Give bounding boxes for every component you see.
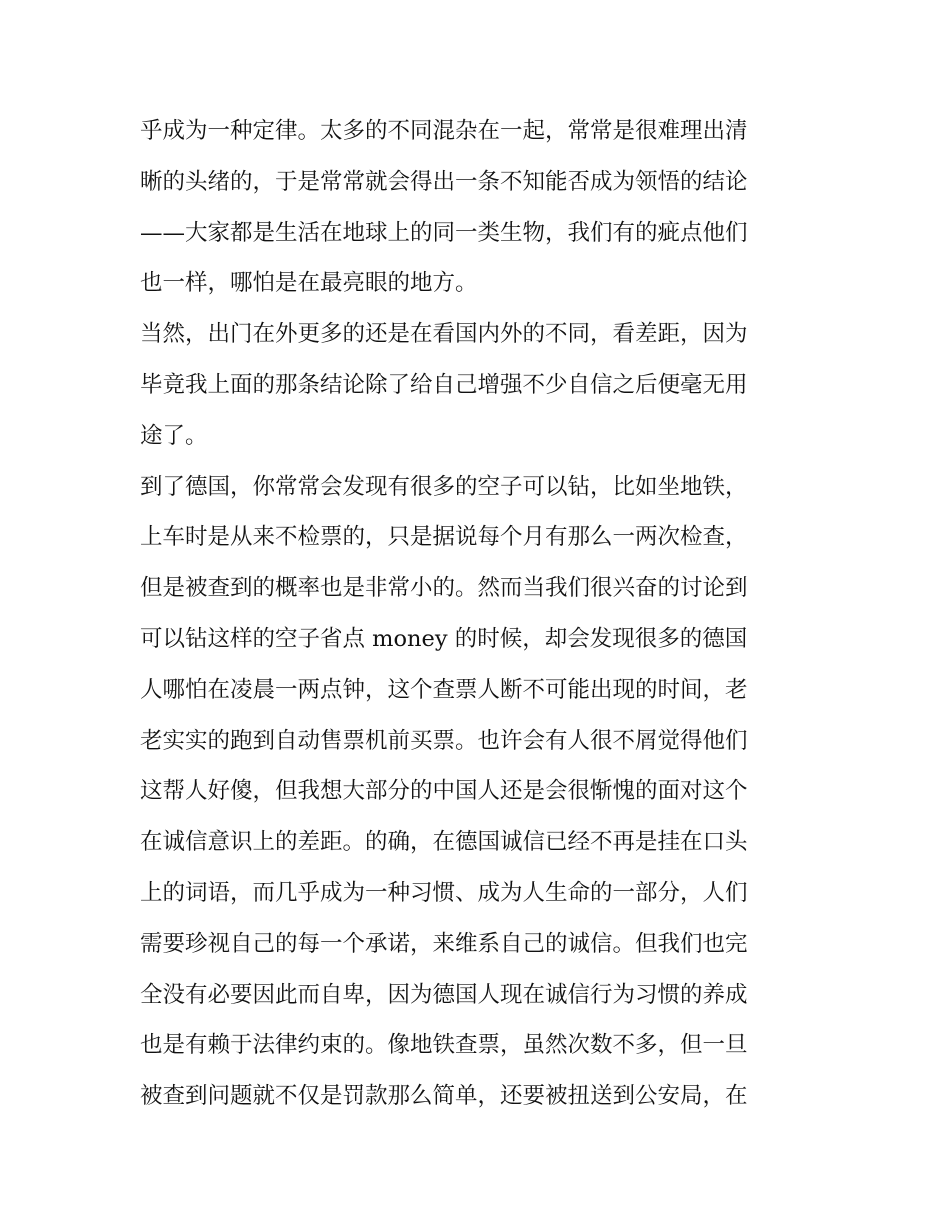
text-line: 途了。: [140, 422, 208, 449]
text-line: 晰的头绪的，于是常常就会得出一条不知能否成为领悟的结论: [140, 168, 748, 195]
text-line: 但是被查到的概率也是非常小的。然而当我们很兴奋的讨论到: [140, 575, 748, 602]
text-line: 到了德国，你常常会发现有很多的空子可以钻，比如坐地铁，: [140, 473, 748, 500]
text-line: 毕竟我上面的那条结论除了给自己增强不少自信之后便毫无用: [140, 371, 748, 398]
text-line: 在诚信意识上的差距。的确，在德国诚信已经不再是挂在口头: [140, 829, 748, 856]
text-line: 被查到问题就不仅是罚款那么简单，还要被扭送到公安局，在: [140, 1083, 748, 1110]
text-line: 也是有赖于法律约束的。像地铁查票，虽然次数不多，但一旦: [140, 1032, 748, 1059]
text-line: 上的词语，而几乎成为一种习惯、成为人生命的一部分，人们: [140, 879, 748, 906]
text-line: 人哪怕在凌晨一两点钟，这个查票人断不可能出现的时间，老: [140, 676, 748, 703]
text-line: 也一样，哪怕是在最亮眼的地方。: [140, 270, 478, 297]
text-line: 上车时是从来不检票的，只是据说每个月有那么一两次检查，: [140, 524, 748, 551]
text-line: 老实实的跑到自动售票机前买票。也许会有人很不屑觉得他们: [140, 727, 748, 754]
text-line: 全没有必要因此而自卑，因为德国人现在诚信行为习惯的养成: [140, 981, 748, 1008]
text-line: 当然，出门在外更多的还是在看国内外的不同，看差距，因为: [140, 321, 748, 348]
text-line: 可以钻这样的空子省点 money 的时候，却会发现很多的德国: [140, 625, 748, 652]
text-line: 这帮人好傻，但我想大部分的中国人还是会很惭愧的面对这个: [140, 778, 748, 805]
text-line: ——大家都是生活在地球上的同一类生物，我们有的疵点他们: [140, 219, 748, 246]
text-line: 需要珍视自己的每一个承诺，来维系自己的诚信。但我们也完: [140, 930, 748, 957]
body-text: [140, 106, 820, 1122]
text-line: 乎成为一种定律。太多的不同混杂在一起，常常是很难理出清: [140, 118, 748, 144]
